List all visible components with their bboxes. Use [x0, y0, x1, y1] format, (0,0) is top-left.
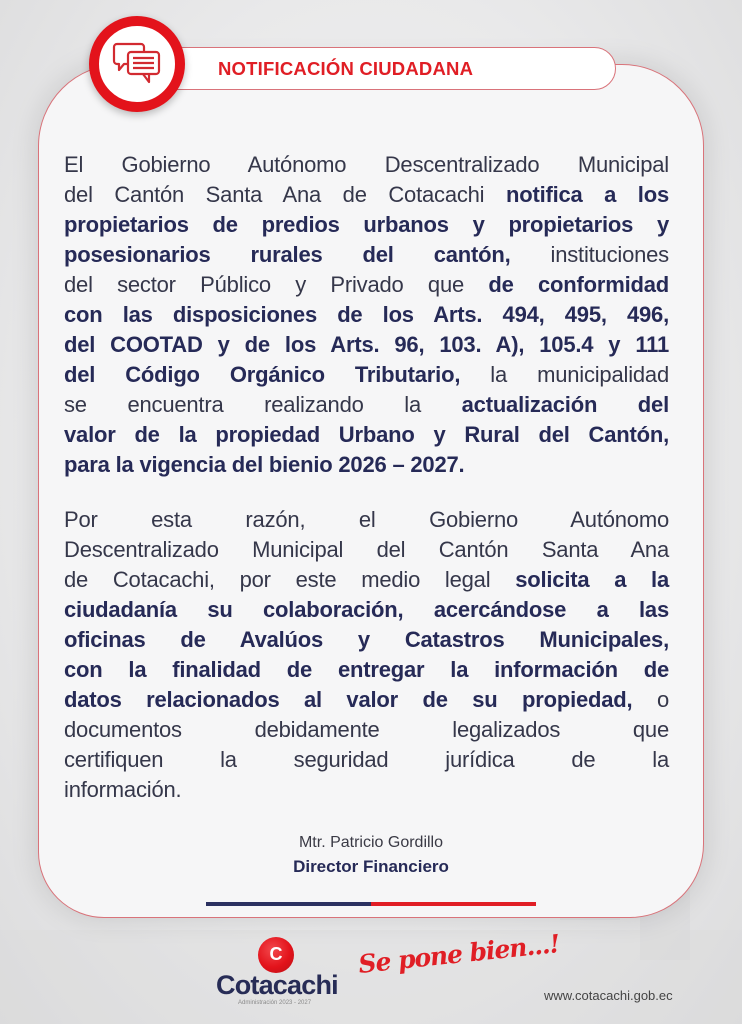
text-line	[64, 595, 669, 625]
regular-text: Descentralizado Municipal del Cantón Santa Ana	[64, 537, 669, 562]
paragraph-2	[64, 505, 669, 805]
regular-text: documentos debidamente legalizados que	[64, 717, 669, 742]
header-badge	[89, 16, 185, 112]
text-line	[64, 565, 669, 595]
text-line	[64, 390, 669, 420]
bold-text: oficinas de Avalúos y Catastros Municipales,	[64, 627, 669, 652]
bold-text: con las disposiciones de los Arts. 494, 495, 496,	[64, 302, 669, 327]
regular-text: certifiquen la seguridad jurídica de la	[64, 747, 669, 772]
website-link[interactable]: www.cotacachi.gob.ec	[544, 988, 673, 1003]
regular-text: de Cotacachi, por este medio legal	[64, 567, 516, 592]
text-line	[64, 330, 669, 360]
text-line	[64, 360, 669, 390]
regular-text: o	[632, 687, 669, 712]
bold-text: datos relacionados al valor de su propiedad,	[64, 687, 633, 712]
text-line	[64, 685, 669, 715]
divider-navy	[206, 902, 371, 906]
slogan: Se pone bien...!	[356, 929, 561, 979]
regular-text: del sector Público y Privado que	[64, 272, 489, 297]
divider-red	[371, 902, 536, 906]
bold-text: solicita a la	[515, 567, 669, 592]
regular-text: la municipalidad	[460, 362, 669, 387]
chat-bubbles-icon	[111, 38, 163, 90]
bold-text: actualización del	[461, 392, 669, 417]
paragraph-1	[64, 150, 669, 480]
regular-text: Por esta razón, el Gobierno Autónomo	[64, 507, 669, 532]
regular-text: El Gobierno Autónomo Descentralizado Municipal	[64, 152, 669, 177]
text-line	[64, 270, 669, 300]
text-line	[64, 300, 669, 330]
text-line	[64, 745, 669, 775]
header-title: NOTIFICACIÓN CIUDADANA	[218, 58, 474, 79]
bold-text: notifica a los	[505, 182, 669, 207]
text-line	[64, 150, 669, 180]
bold-text: propietarios de predios urbanos y propietarios y	[64, 212, 669, 237]
text-line	[64, 420, 669, 450]
text-line	[64, 715, 669, 745]
bold-text: del Código Orgánico Tributario,	[64, 362, 461, 387]
text-line	[64, 180, 669, 210]
bold-text: posesionarios rurales del cantón,	[64, 242, 511, 267]
logo-wordmark: Cotacachi	[216, 970, 338, 1000]
bold-text: para la vigencia del bienio 2026 – 2027.	[64, 452, 465, 477]
signatory-name: Mtr. Patricio Gordillo	[298, 834, 444, 851]
text-line	[64, 775, 669, 805]
text-line	[64, 240, 669, 270]
regular-text: se encuentra realizando la	[64, 392, 462, 417]
bold-text: valor de la propiedad Urbano y Rural del Cantón,	[64, 422, 669, 447]
cotacachi-logo-icon: C	[258, 937, 294, 973]
text-line	[64, 655, 669, 685]
text-line	[64, 535, 669, 565]
regular-text: instituciones	[510, 242, 669, 267]
bold-text: con la finalidad de entregar la información de	[64, 657, 669, 682]
bold-text: ciudadanía su colaboración, acercándose a las	[64, 597, 669, 622]
logo-subtitle: Administración 2023 - 2027	[238, 1000, 312, 1006]
regular-text: del Cantón Santa Ana de Cotacachi	[64, 182, 506, 207]
bold-text: de conformidad	[488, 272, 669, 297]
text-line	[64, 210, 669, 240]
signatory-role: Director Financiero	[293, 857, 449, 876]
text-line	[64, 625, 669, 655]
text-line	[64, 505, 669, 535]
regular-text: información.	[64, 777, 182, 802]
bold-text: del COOTAD y de los Arts. 96, 103. A), 105.4 y 111	[64, 332, 669, 357]
text-line	[64, 450, 669, 480]
